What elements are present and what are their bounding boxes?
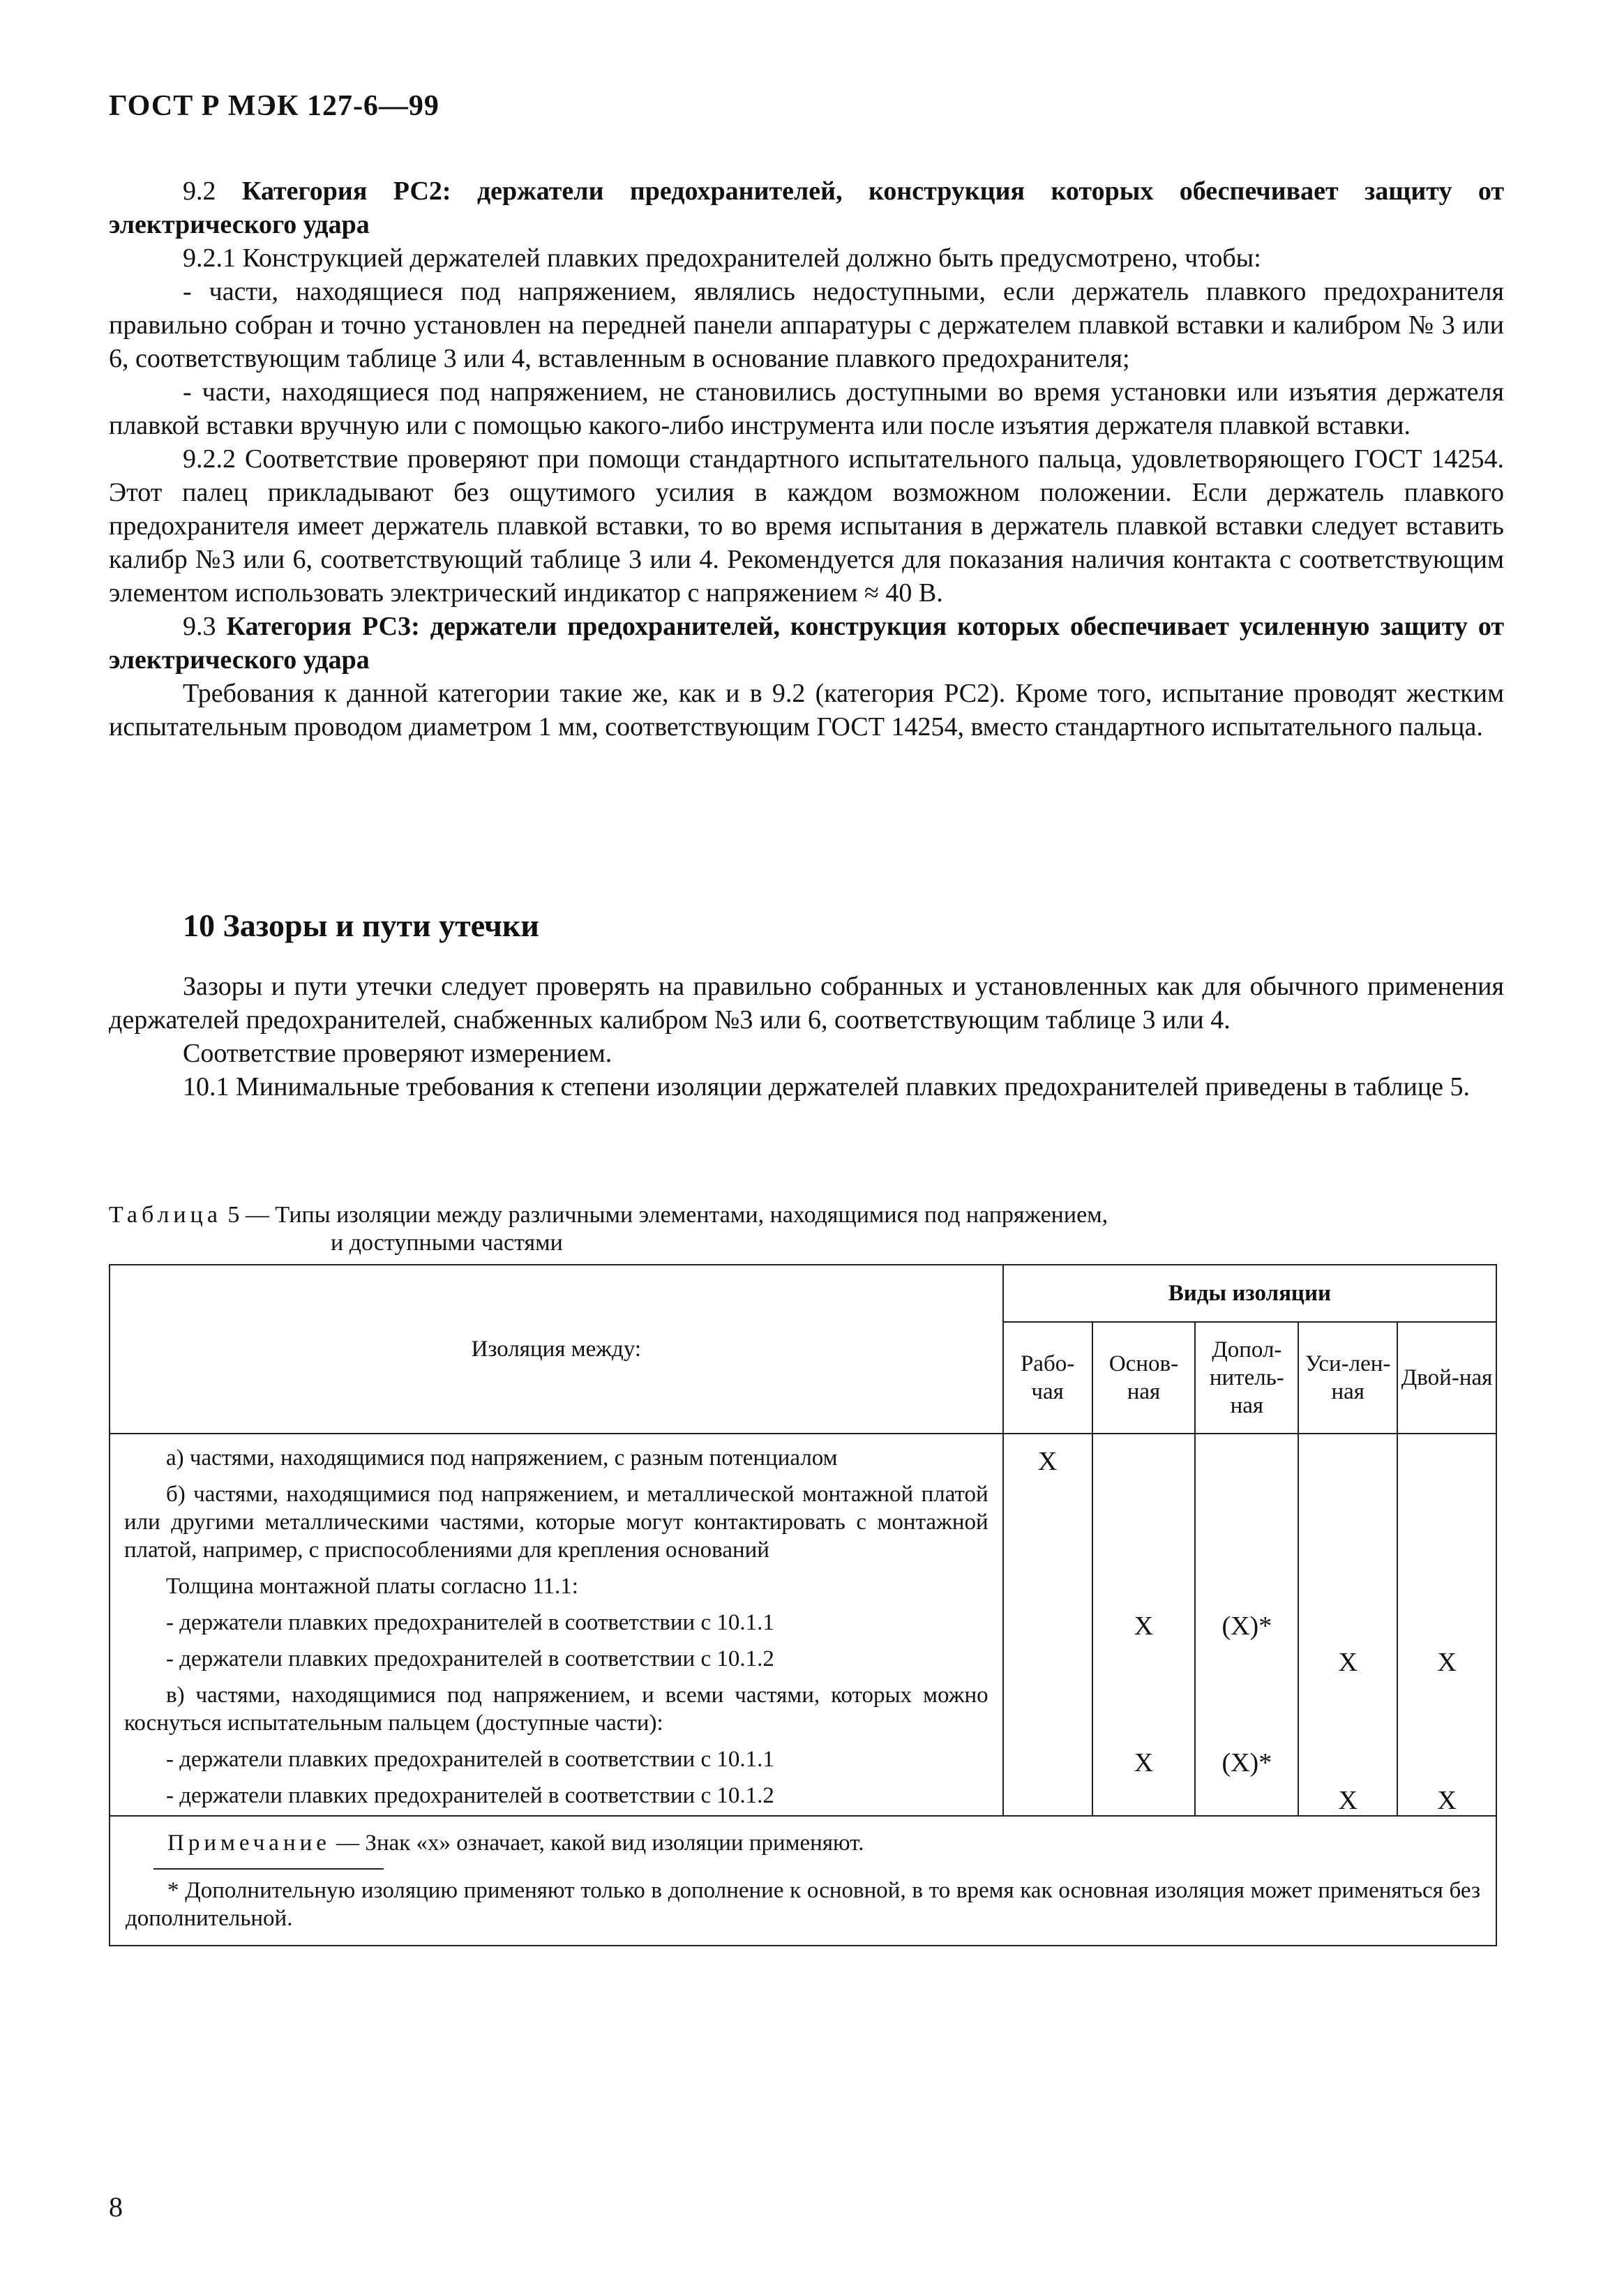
- table-row: [110, 1434, 1496, 1476]
- footnote-divider: [153, 1868, 384, 1870]
- insulation-mark: [1003, 1476, 1092, 1568]
- insulation-mark: [1003, 1777, 1092, 1816]
- insulation-mark: [1397, 1741, 1496, 1777]
- insulation-mark: [1195, 1677, 1298, 1741]
- note-text: — Знак «х» означает, какой вид изоляции применяют.: [336, 1831, 864, 1856]
- insulation-mark: [1003, 1604, 1092, 1641]
- clause-10-1: 10.1 Минимальные требования к степени изоляции держателей плавких предохранителей приведены в таблице 5.: [183, 1072, 1471, 1102]
- section-9-text: [109, 174, 1504, 744]
- insulation-mark: [1397, 1604, 1496, 1641]
- page-number: 8: [109, 2191, 123, 2223]
- section-heading: 10 Зазоры и пути утечки: [183, 908, 539, 943]
- insulation-mark: [1195, 1434, 1298, 1476]
- insulation-mark: X: [1003, 1434, 1092, 1476]
- insulation-mark: X: [1298, 1777, 1397, 1816]
- insulation-mark: [1397, 1476, 1496, 1568]
- table-row: [110, 1604, 1496, 1641]
- note-label: Примечание: [167, 1831, 331, 1856]
- insulation-mark: [1003, 1568, 1092, 1604]
- insulation-mark: X: [1092, 1604, 1196, 1641]
- insulation-mark: [1003, 1741, 1092, 1777]
- insulation-mark: (X)*: [1195, 1741, 1298, 1777]
- column-header-type: Рабо-чая: [1003, 1322, 1092, 1434]
- clause-9-3: [109, 610, 1504, 677]
- paragraph: Зазоры и пути утечки следует проверять на правильно собранных и установленных как для обычного применения держателей предохранителей, снабженных калибром №3 или 6, соответствующим таблице 3 или 4.: [109, 972, 1504, 1035]
- table-caption: [109, 1201, 1504, 1257]
- insulation-mark: [1397, 1677, 1496, 1741]
- insulation-mark: [1195, 1568, 1298, 1604]
- clause-9-2-2: 9.2.2 Соответствие проверяют при помощи стандартного испытательного пальца, удовлетворяющего ГОСТ 14254. Этот палец прикладывают без ощутимого усилия в каждом возможном положении. Если держатель плавкого предохранителя имеет держатель плавкой вставки, то во время испытания в держатель плавкой вставки следует вставить калибр №3 или 6, соответствующий таблице 3 или 4. Рекомендуется для показания наличия контакта с соответствующим элементом использовать электрический индикатор с напряжением ≈ 40 В.: [109, 444, 1504, 608]
- list-item: - части, находящиеся под напряжением, не становились доступными во время установки или изъятия держателя плавкой вставки вручную или с помощью какого-либо инструмента или после изъятия держателя плавкой вставки.: [109, 377, 1504, 440]
- row-label: - держатели плавких предохранителей в соответствии с 10.1.1: [110, 1604, 1003, 1641]
- insulation-mark: [1092, 1476, 1196, 1568]
- insulation-mark: X: [1397, 1641, 1496, 1677]
- insulation-mark: [1092, 1777, 1196, 1816]
- insulation-mark: [1092, 1434, 1196, 1476]
- row-label: - держатели плавких предохранителей в соответствии с 10.1.2: [110, 1641, 1003, 1677]
- list-item: - части, находящиеся под напряжением, являлись недоступными, если держатель плавкого предохранителя правильно собран и точно установлен на передней панели аппаратуры с держателем плавкой вставки и калибром № 3 или 6, соответствующим таблице 3 или 4, вставленным в основание плавкого предохранителя;: [109, 277, 1504, 373]
- column-header-type: Уси-лен-ная: [1298, 1322, 1397, 1434]
- insulation-mark: [1092, 1568, 1196, 1604]
- insulation-mark: X: [1397, 1777, 1496, 1816]
- insulation-mark: X: [1298, 1641, 1397, 1677]
- insulation-mark: [1298, 1604, 1397, 1641]
- clause-9-3-text: Требования к данной категории такие же, как и в 9.2 (категория РС2). Кроме того, испытание проводят жестким испытательным проводом диаметром 1 мм, соответствующим ГОСТ 14254, вместо стандартного испытательного пальца.: [109, 679, 1504, 742]
- table-label: Таблица: [109, 1202, 222, 1228]
- column-header-type: Допол-нитель-ная: [1195, 1322, 1298, 1434]
- column-header-between: Изоляция между:: [110, 1265, 1003, 1434]
- table-row: [110, 1777, 1496, 1816]
- column-header-type: Основ-ная: [1092, 1322, 1196, 1434]
- table-caption-line: 5 — Типы изоляции между различными элементами, находящимися под напряжением,: [227, 1202, 1108, 1228]
- insulation-mark: [1003, 1641, 1092, 1677]
- table-row: [110, 1677, 1496, 1741]
- insulation-mark: [1298, 1677, 1397, 1741]
- row-label: Толщина монтажной платы согласно 11.1:: [110, 1568, 1003, 1604]
- row-label: а) частями, находящимися под напряжением, с разным потенциалом: [110, 1434, 1003, 1476]
- clause-number: 9.3: [183, 612, 216, 641]
- insulation-mark: [1003, 1677, 1092, 1741]
- insulation-mark: [1397, 1434, 1496, 1476]
- document-header: ГОСТ Р МЭК 127-6—99: [109, 90, 439, 122]
- column-header-type: Двой-ная: [1397, 1322, 1496, 1434]
- table-row: [110, 1641, 1496, 1677]
- insulation-table: [109, 1264, 1497, 1946]
- clause-9-2: [109, 174, 1504, 241]
- table-caption-line: и доступными частями: [331, 1230, 563, 1256]
- column-header-types: Виды изоляции: [1003, 1265, 1496, 1322]
- insulation-mark: [1195, 1476, 1298, 1568]
- row-label: - держатели плавких предохранителей в соответствии с 10.1.1: [110, 1741, 1003, 1777]
- clause-title: Категория РС2: держатели предохранителей, конструкция которых обеспечивает защиту от электрического удара: [109, 176, 1505, 239]
- insulation-mark: [1195, 1641, 1298, 1677]
- section-10-text: [109, 970, 1504, 1104]
- paragraph: Соответствие проверяют измерением.: [183, 1039, 612, 1068]
- table-row: [110, 1568, 1496, 1604]
- insulation-mark: [1298, 1568, 1397, 1604]
- table-note: [110, 1816, 1496, 1946]
- clause-number: 9.2: [183, 176, 216, 206]
- row-label: - держатели плавких предохранителей в соответствии с 10.1.2: [110, 1777, 1003, 1816]
- insulation-mark: [1397, 1568, 1496, 1604]
- table-note-row: [110, 1816, 1496, 1946]
- row-label: в) частями, находящимися под напряжением, и всеми частями, которых можно коснуться испытательным пальцем (доступные части):: [110, 1677, 1003, 1741]
- insulation-mark: [1092, 1641, 1196, 1677]
- clause-9-2-1: 9.2.1 Конструкцией держателей плавких предохранителей должно быть предусмотрено, чтобы:: [183, 243, 1261, 273]
- footnote: * Дополнительную изоляцию применяют только в дополнение к основной, в то время как основная изоляция может применяться без дополнительной.: [126, 1878, 1480, 1931]
- insulation-mark: [1195, 1777, 1298, 1816]
- insulation-mark: [1298, 1741, 1397, 1777]
- table-row: [110, 1741, 1496, 1777]
- insulation-mark: X: [1092, 1741, 1196, 1777]
- table-row: [110, 1476, 1496, 1568]
- insulation-mark: [1298, 1434, 1397, 1476]
- clause-title: Категория РС3: держатели предохранителей, конструкция которых обеспечивает усиленную защиту от электрического удара: [109, 612, 1505, 675]
- insulation-mark: [1092, 1677, 1196, 1741]
- insulation-mark: [1298, 1476, 1397, 1568]
- insulation-mark: (X)*: [1195, 1604, 1298, 1641]
- row-label: б) частями, находящимися под напряжением, и металлической монтажной платой или другими металлическими частями, которые могут контактировать с монтажной платой, например, с приспособлениями для крепления оснований: [110, 1476, 1003, 1568]
